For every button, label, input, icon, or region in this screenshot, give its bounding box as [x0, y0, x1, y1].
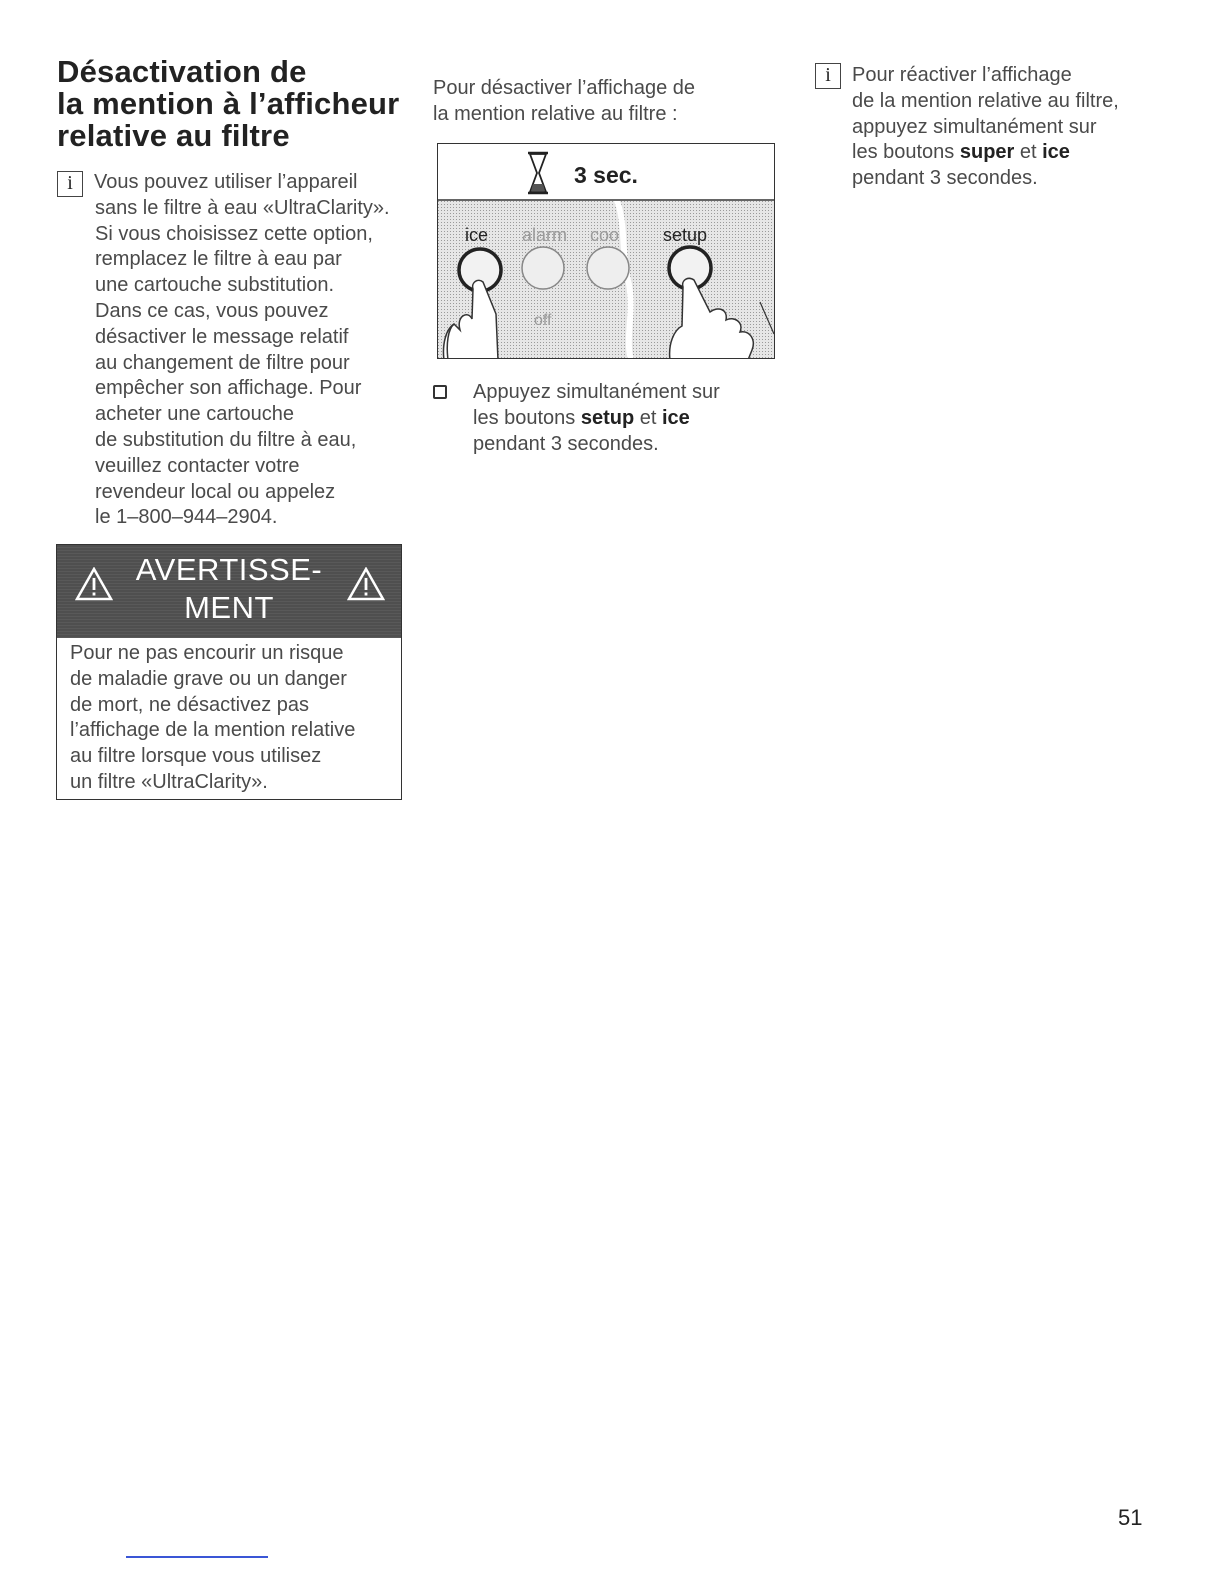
- info-icon: i: [815, 63, 841, 89]
- info-line: sans le filtre à eau «UltraClarity».: [95, 196, 390, 219]
- info-icon: i: [57, 171, 83, 197]
- middle-intro: Pour désactiver l’affichage de la mention relative au filtre :: [433, 77, 696, 125]
- info-line: une cartouche substitution.: [95, 274, 335, 297]
- button-label-ice: ice: [465, 225, 489, 245]
- page-number: 51: [1118, 1505, 1143, 1530]
- left-column: [57, 56, 402, 152]
- step-line-2: les boutons setup et ice: [473, 406, 690, 429]
- button-label-cool: coo: [590, 225, 620, 245]
- button-label-setup: setup: [663, 225, 708, 245]
- info-line: le 1–800–944–2904.: [95, 506, 278, 529]
- warning-triangle-icon: [347, 567, 385, 601]
- info-line: de substitution du filtre à eau,: [95, 428, 357, 451]
- left-info-note: [57, 170, 402, 531]
- warning-box: [56, 544, 402, 800]
- info-line: revendeur local ou appelez: [95, 480, 336, 503]
- hourglass-icon: [528, 153, 548, 193]
- info-line: au changement de filtre pour: [95, 351, 350, 374]
- info-line-0: Vous pouvez utiliser l’appareil: [94, 171, 358, 193]
- right-line-4: les boutons super et ice: [852, 141, 1070, 164]
- info-line: empêcher son affichage. Pour: [95, 377, 362, 400]
- warning-text: Pour ne pas encourir un risque de maladie grave ou un danger de mort, ne désactivez pas l’affichage de la mention relative au filtre lorsque vous utilisez un filtre «UltraClarity».: [70, 642, 356, 793]
- timer-label: 3 sec.: [574, 162, 638, 188]
- button-label-off: off: [534, 312, 552, 329]
- warning-triangle-icon: [75, 567, 113, 601]
- middle-step: Appuyez simultanément sur les boutons setup et ice pendant 3 secondes.: [433, 380, 773, 457]
- footer-rule: [126, 1556, 268, 1558]
- info-line: Si vous choisissez cette option,: [95, 222, 373, 245]
- warning-title: AVERTISSE- MENT: [135, 552, 323, 625]
- warning-header: [57, 545, 401, 638]
- button-label-alarm: alarm: [522, 225, 568, 245]
- right-info-note: i Pour réactiver l’affichage de la mention relative au filtre, appuyez simultanément sur les boutons super et ice pendant 3 secondes.: [815, 63, 1175, 192]
- info-line: désactiver le message relatif: [95, 325, 349, 348]
- info-line: Dans ce cas, vous pouvez: [95, 299, 329, 322]
- info-line: veuillez contacter votre: [95, 454, 300, 477]
- step-checkbox-icon: [433, 385, 447, 399]
- control-panel-illustration: [437, 143, 775, 359]
- info-line: remplacez le filtre à eau par: [95, 248, 342, 271]
- info-line: acheter une cartouche: [95, 403, 295, 426]
- page-title: Désactivation de la mention à l’afficheur relative au filtre: [57, 54, 400, 153]
